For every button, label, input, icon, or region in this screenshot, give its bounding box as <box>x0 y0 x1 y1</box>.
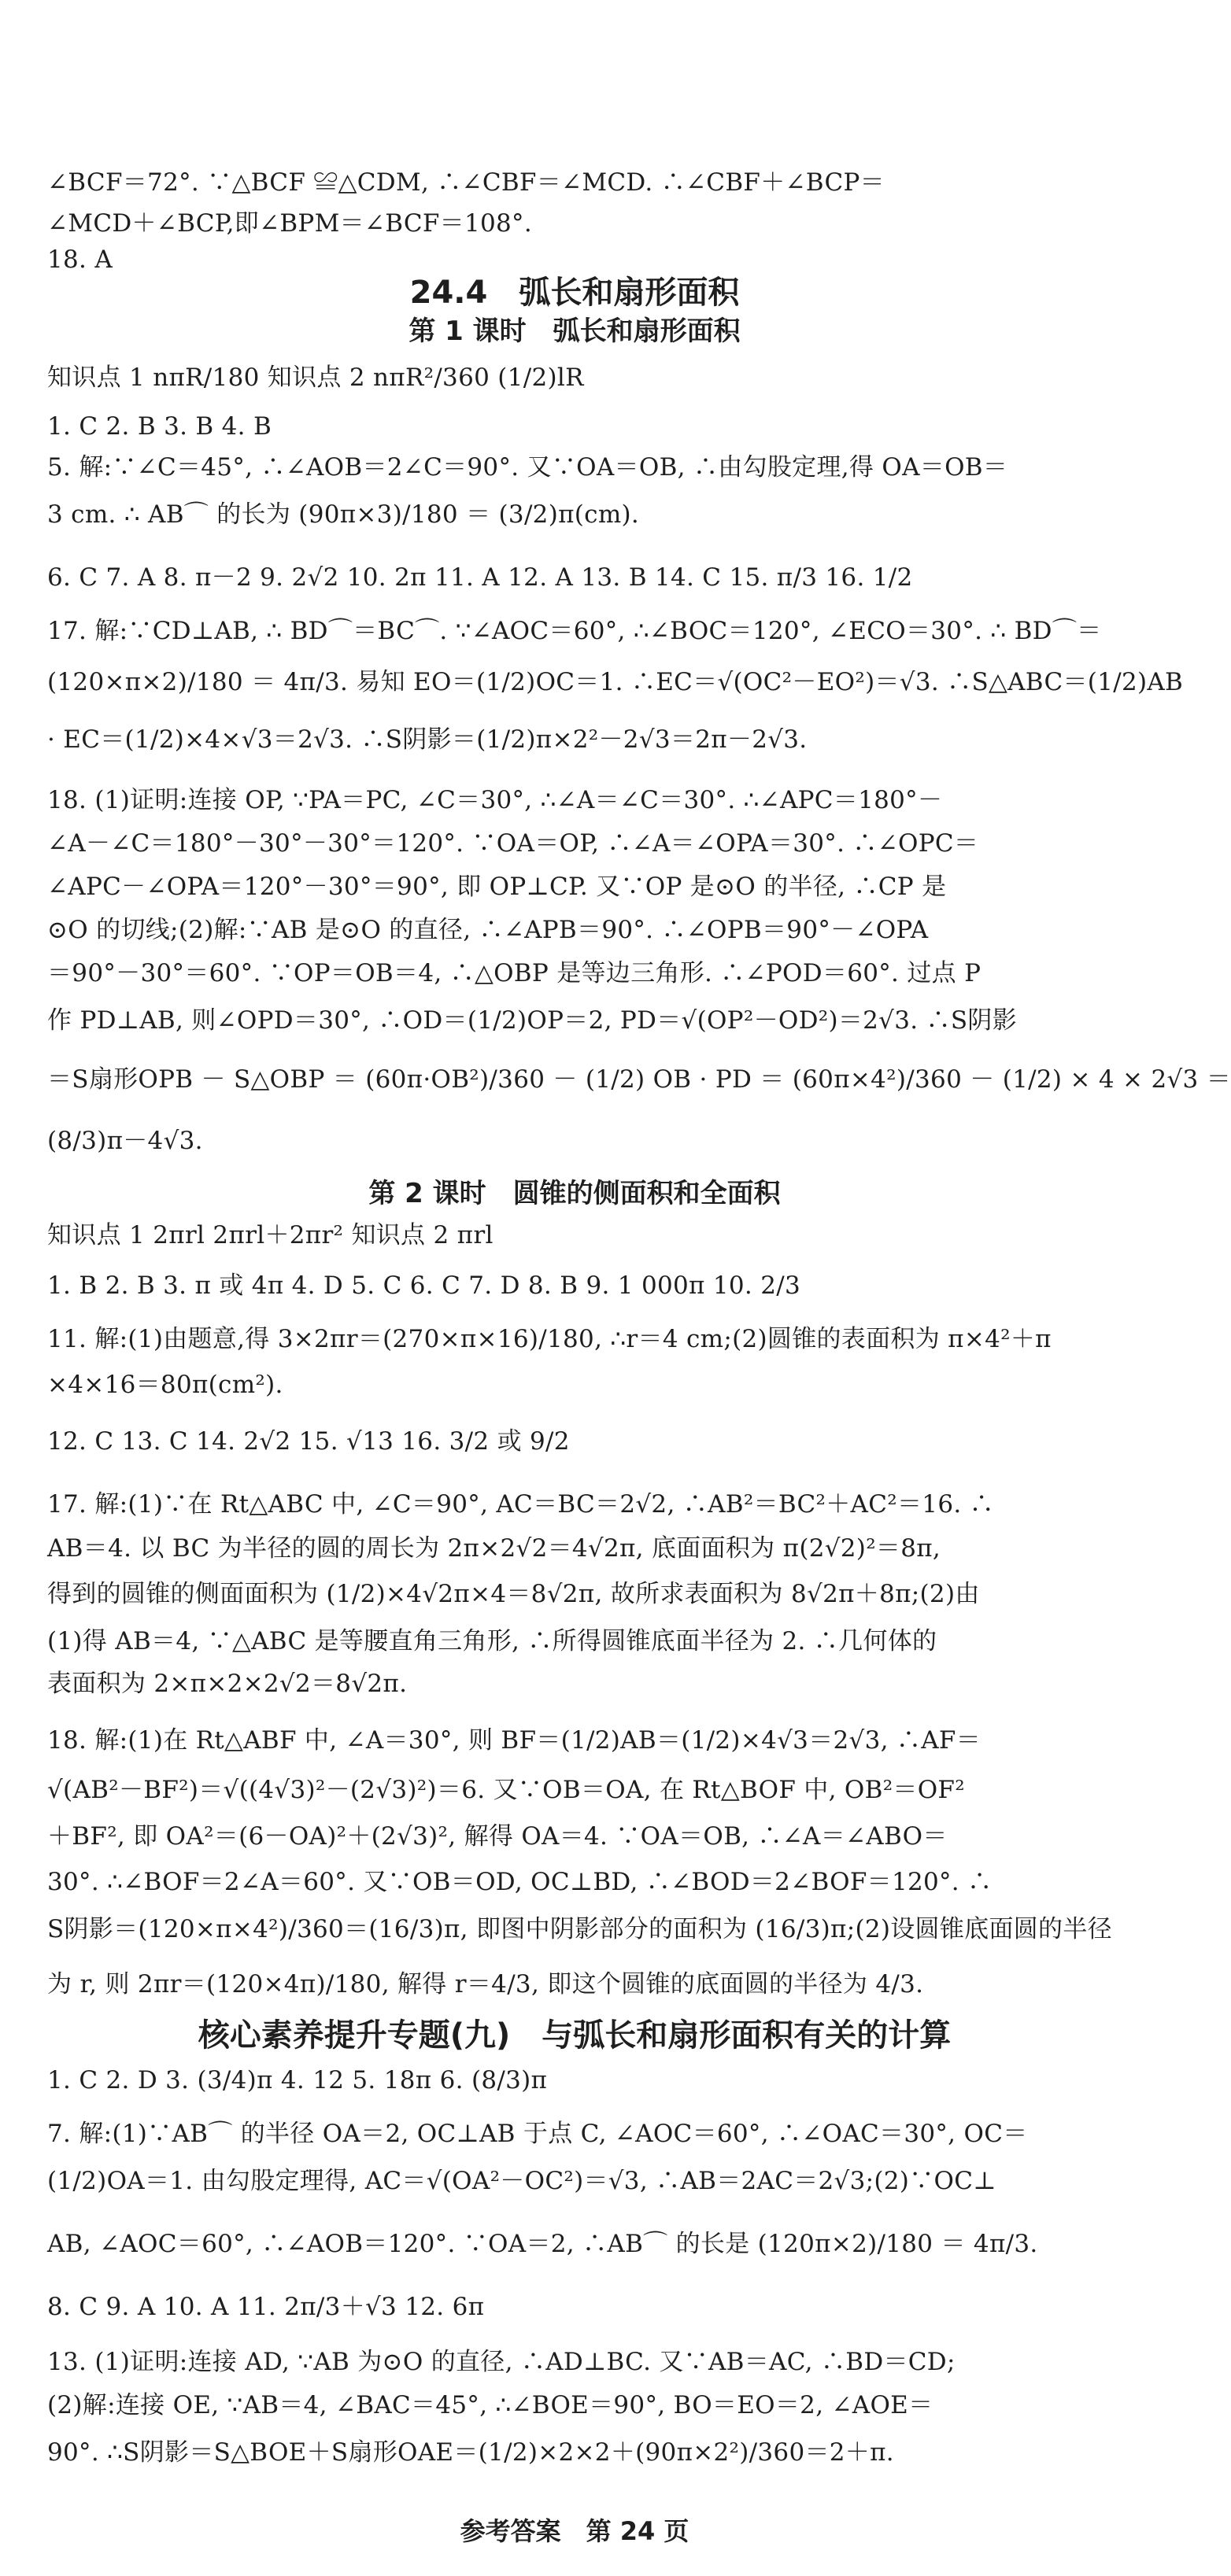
text-line: 8. C 9. A 10. A 11. 2π/3＋√3 12. 6π <box>47 2293 485 2321</box>
text-line: ∠APC－∠OPA＝120°－30°＝90°, 即 OP⊥CP. 又∵OP 是⊙O 的半径, ∴CP 是 <box>47 873 947 901</box>
text-line: 1. C 2. B 3. B 4. B <box>47 412 272 441</box>
text-line: 5. 解:∵∠C＝45°, ∴∠AOB＝2∠C＝90°. 又∵OA＝OB, ∴由勾股定理,得 OA＝OB＝ <box>47 453 1008 482</box>
text-line: 18. 解:(1)在 Rt△ABF 中, ∠A＝30°, 则 BF＝(1/2)AB＝(1/2)×4√3＝2√3, ∴AF＝ <box>47 1726 981 1755</box>
page-footer: 参考答案 第 24 页 <box>460 2516 689 2546</box>
text-line: ＋BF², 即 OA²＝(6－OA)²＋(2√3)², 解得 OA＝4. ∵OA＝OB, ∴∠A＝∠ABO＝ <box>47 1822 948 1851</box>
text-line: 1. C 2. D 3. (3/4)π 4. 12 5. 18π 6. (8/3)π <box>47 2066 548 2094</box>
text-line: 作 PD⊥AB, 则∠OPD＝30°, ∴OD＝(1/2)OP＝2, PD＝√(OP²－OD²)＝2√3. ∴S阴影 <box>47 1006 1017 1035</box>
text-line: 90°. ∴S阴影＝S△BOE＋S扇形OAE＝(1/2)×2×2＋(90π×2²)/360＝2＋π. <box>47 2438 894 2467</box>
text-line: (120×π×2)/180 ＝ 4π/3. 易知 EO＝(1/2)OC＝1. ∴EC＝√(OC²－EO²)＝√3. ∴S△ABC＝(1/2)AB <box>47 668 1184 696</box>
text-line: ∠MCD＋∠BCP,即∠BPM＝∠BCF＝108°. <box>47 209 533 238</box>
text-line: 为 r, 则 2πr＝(120×4π)/180, 解得 r＝4/3, 即这个圆锥的底面圆的半径为 4/3. <box>47 1970 924 1998</box>
text-line: 13. (1)证明:连接 AD, ∵AB 为⊙O 的直径, ∴AD⊥BC. 又∵AB＝AC, ∴BD＝CD; <box>47 2348 956 2376</box>
text-line: 30°. ∴∠BOF＝2∠A＝60°. 又∵OB＝OD, OC⊥BD, ∴∠BOD＝2∠BOF＝120°. ∴ <box>47 1868 993 1896</box>
text-line: 12. C 13. C 14. 2√2 15. √13 16. 3/2 或 9/2 <box>47 1427 570 1456</box>
text-line: ⊙O 的切线;(2)解:∵AB 是⊙O 的直径, ∴∠APB＝90°. ∴∠OPB＝90°－∠OPA <box>47 916 929 944</box>
text-line: (8/3)π－4√3. <box>47 1127 203 1155</box>
text-line: ＝S扇形OPB － S△OBP ＝ (60π·OB²)/360 － (1/2) OB · PD ＝ (60π×4²)/360 － (1/2) × 4 × 2√3 ＝ <box>47 1065 1231 1094</box>
text-line: 6. C 7. A 8. π－2 9. 2√2 10. 2π 11. A 12. A 13. B 14. C 15. π/3 16. 1/2 <box>47 563 913 592</box>
text-line: 知识点 1 nπR/180 知识点 2 nπR²/360 (1/2)lR <box>47 364 584 392</box>
section-heading: 24.4 弧长和扇形面积 <box>409 275 740 311</box>
text-line: 17. 解:∵CD⊥AB, ∴ BD⌒＝BC⌒. ∵∠AOC＝60°, ∴∠BOC＝120°, ∠ECO＝30°. ∴ BD⌒＝ <box>47 617 1102 645</box>
text-line: 得到的圆锥的侧面面积为 (1/2)×4√2π×4＝8√2π, 故所求表面积为 8√2π＋8π;(2)由 <box>47 1580 980 1608</box>
text-line: (1)得 AB＝4, ∵△ABC 是等腰直角三角形, ∴所得圆锥底面半径为 2. ∴几何体的 <box>47 1627 937 1655</box>
lesson-heading: 第 2 课时 圆锥的侧面积和全面积 <box>368 1178 781 1209</box>
text-line: ∠BCF＝72°. ∵△BCF ≌△CDM, ∴∠CBF＝∠MCD. ∴∠CBF＋∠BCP＝ <box>47 168 885 197</box>
text-line: S阴影＝(120×π×4²)/360＝(16/3)π, 即图中阴影部分的面积为 (16/3)π;(2)设圆锥底面圆的半径 <box>47 1915 1112 1943</box>
special-topic-heading: 核心素养提升专题(九) 与弧长和扇形面积有关的计算 <box>198 2017 952 2054</box>
text-line: 知识点 1 2πrl 2πrl＋2πr² 知识点 2 πrl <box>47 1221 494 1249</box>
text-line: 18. A <box>47 245 113 274</box>
text-line: ×4×16＝80π(cm²). <box>47 1371 283 1399</box>
text-line: 7. 解:(1)∵AB⌒ 的半径 OA＝2, OC⊥AB 于点 C, ∠AOC＝60°, ∴∠OAC＝30°, OC＝ <box>47 2120 1028 2148</box>
text-line: (1/2)OA＝1. 由勾股定理得, AC＝√(OA²－OC²)＝√3, ∴AB＝2AC＝2√3;(2)∵OC⊥ <box>47 2167 996 2195</box>
text-line: ∠A－∠C＝180°－30°－30°＝120°. ∵OA＝OP, ∴∠A＝∠OPA＝30°. ∴∠OPC＝ <box>47 829 979 858</box>
text-line: (2)解:连接 OE, ∵AB＝4, ∠BAC＝45°, ∴∠BOE＝90°, BO＝EO＝2, ∠AOE＝ <box>47 2391 933 2419</box>
text-line: 18. (1)证明:连接 OP, ∵PA＝PC, ∠C＝30°, ∴∠A＝∠C＝30°. ∴∠APC＝180°－ <box>47 786 943 814</box>
lesson-heading: 第 1 课时 弧长和扇形面积 <box>408 316 741 347</box>
text-line: 1. B 2. B 3. π 或 4π 4. D 5. C 6. C 7. D 8. B 9. 1 000π 10. 2/3 <box>47 1271 800 1300</box>
text-line: √(AB²－BF²)＝√((4√3)²－(2√3)²)＝6. 又∵OB＝OA, 在 Rt△BOF 中, OB²＝OF² <box>47 1776 965 1804</box>
text-line: AB＝4. 以 BC 为半径的圆的周长为 2π×2√2＝4√2π, 底面面积为 π(2√2)²＝8π, <box>47 1534 941 1563</box>
text-line: ＝90°－30°＝60°. ∵OP＝OB＝4, ∴△OBP 是等边三角形. ∴∠POD＝60°. 过点 P <box>47 959 981 987</box>
text-line: 17. 解:(1)∵在 Rt△ABC 中, ∠C＝90°, AC＝BC＝2√2, ∴AB²＝BC²＋AC²＝16. ∴ <box>47 1490 994 1519</box>
text-line: 11. 解:(1)由题意,得 3×2πr＝(270×π×16)/180, ∴r＝4 cm;(2)圆锥的表面积为 π×4²＋π <box>47 1325 1052 1353</box>
text-line: 3 cm. ∴ AB⌒ 的长为 (90π×3)/180 ＝ (3/2)π(cm). <box>47 500 640 529</box>
text-line: AB, ∠AOC＝60°, ∴∠AOB＝120°. ∵OA＝2, ∴AB⌒ 的长是 (120π×2)/180 ＝ 4π/3. <box>47 2230 1038 2258</box>
text-line: · EC＝(1/2)×4×√3＝2√3. ∴S阴影＝(1/2)π×2²－2√3＝2π－2√3. <box>47 725 808 754</box>
text-line: 表面积为 2×π×2×2√2＝8√2π. <box>47 1670 408 1698</box>
